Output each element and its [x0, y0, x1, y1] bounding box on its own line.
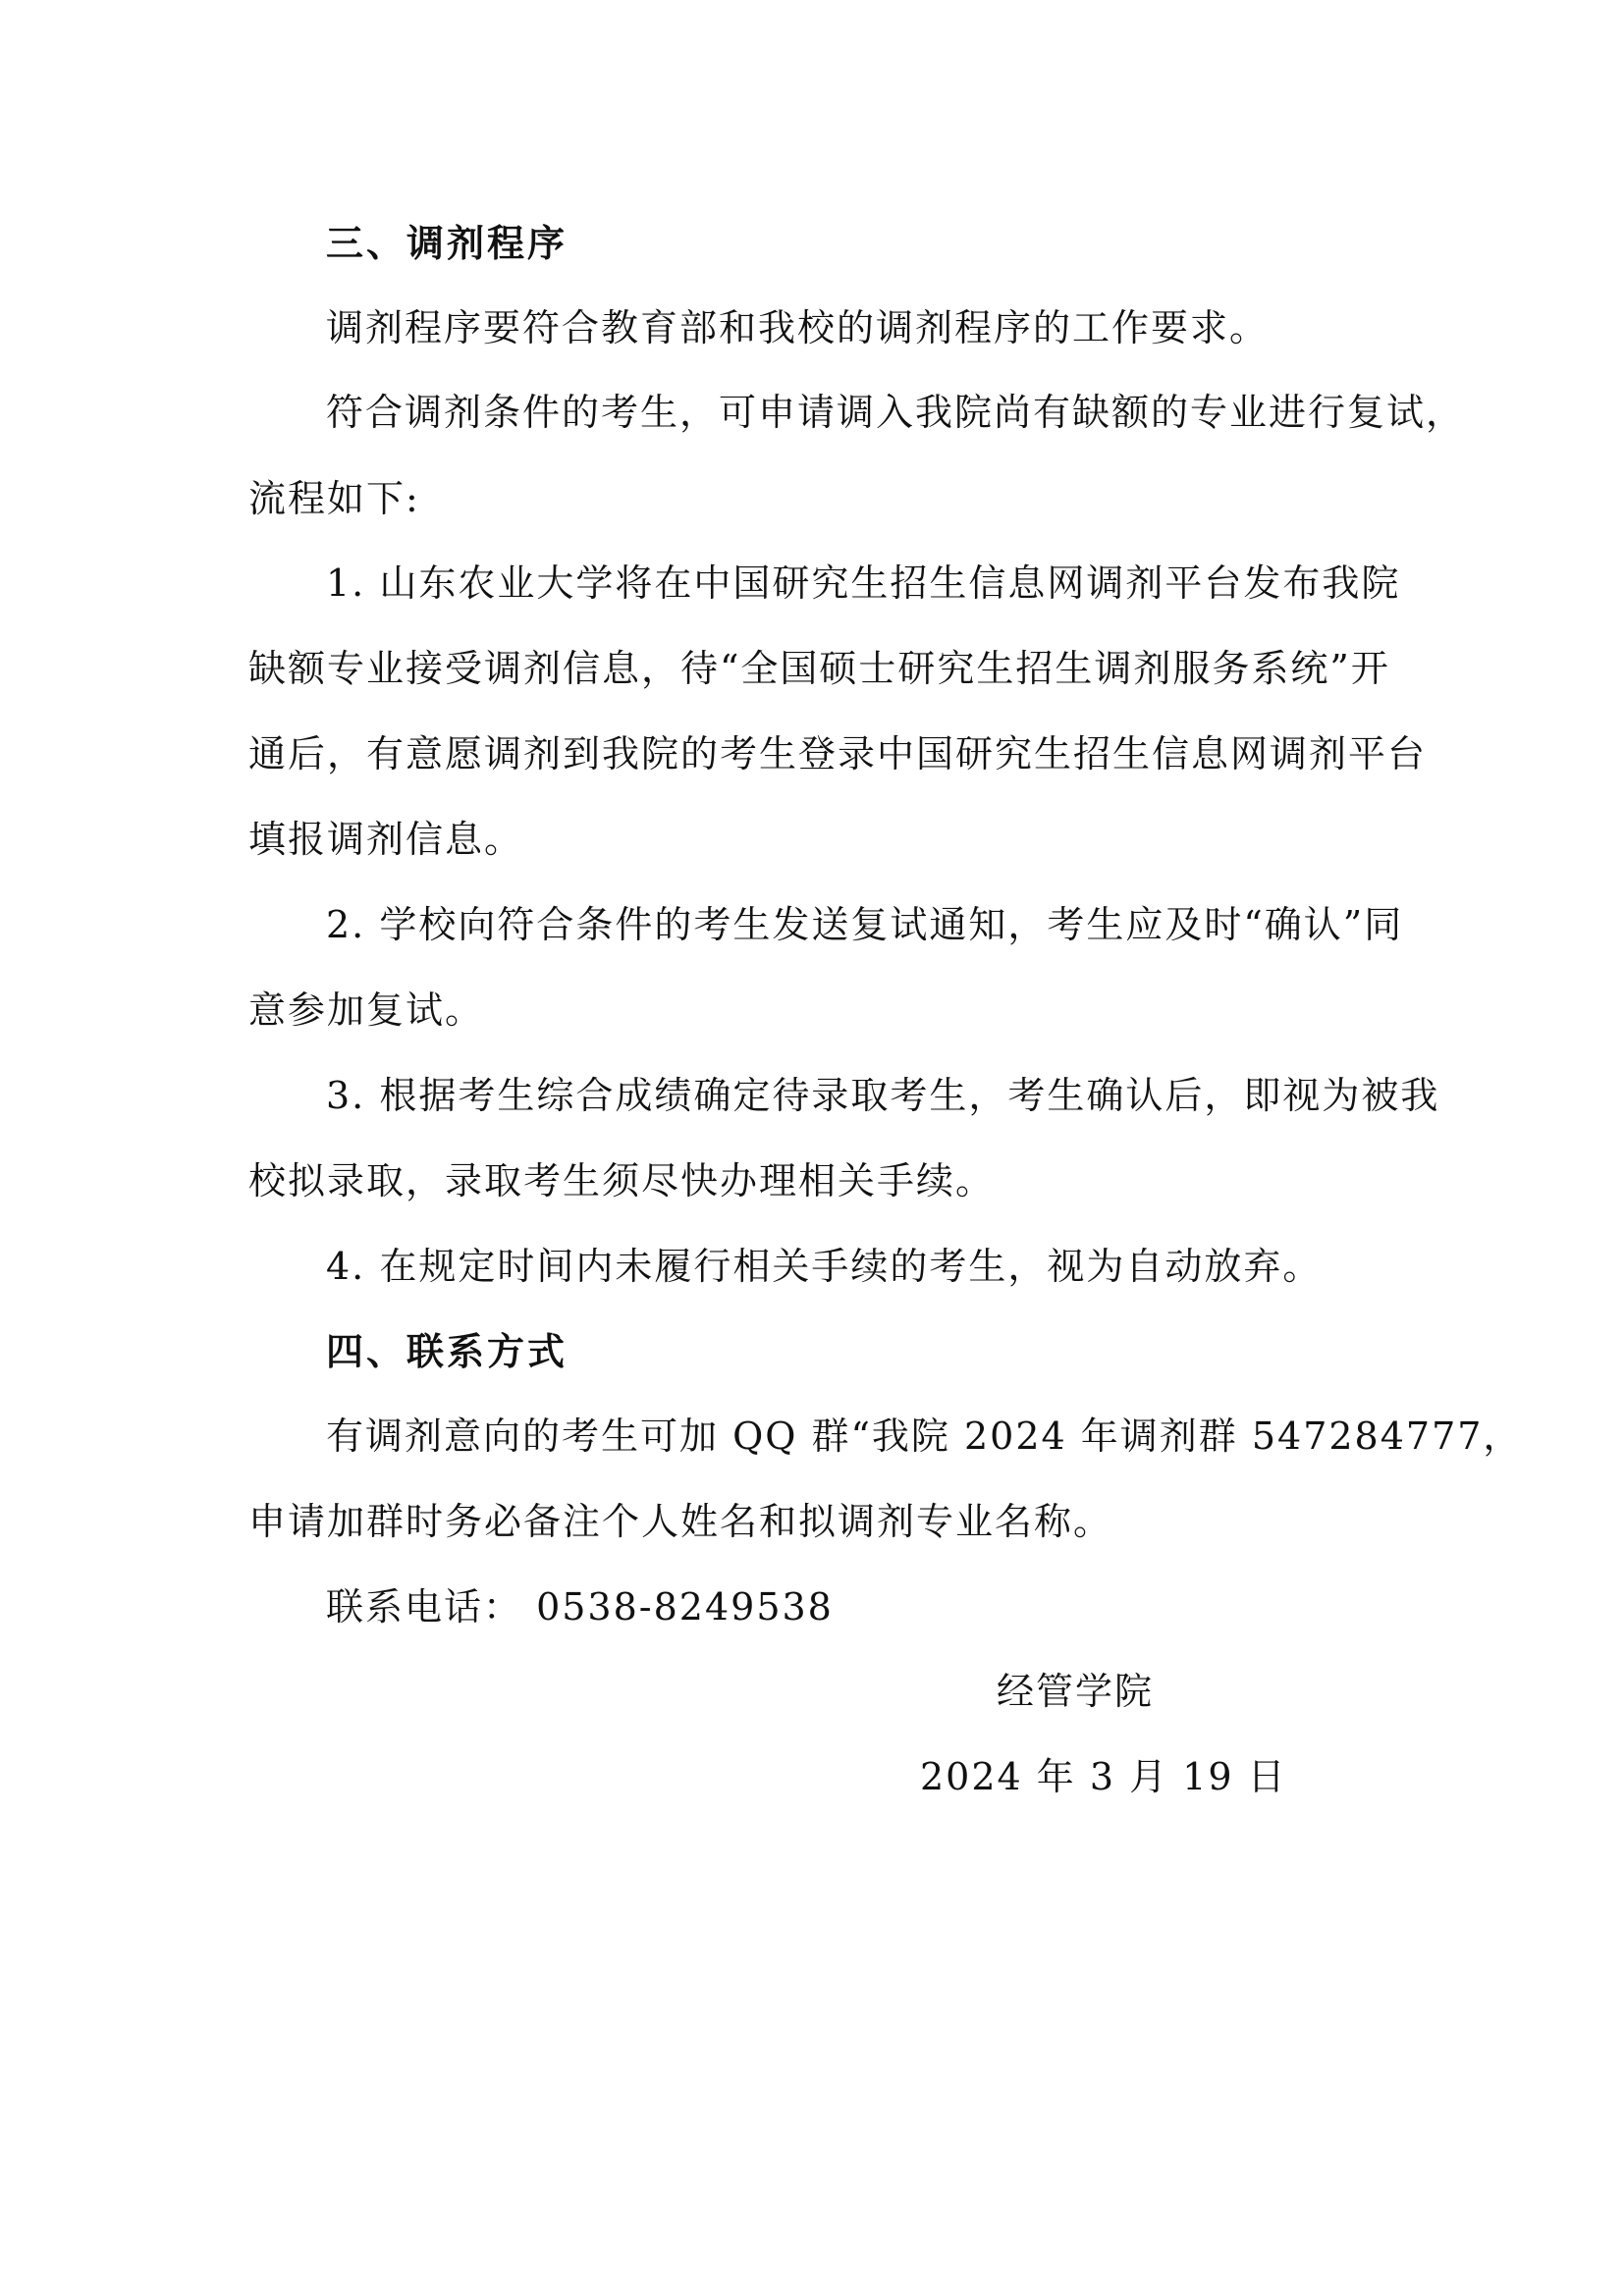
contact-phone: 联系电话： 0538-8249538 — [326, 1585, 834, 1629]
item-2-line-1: 2. 学校向符合条件的考生发送复试通知，考生应及时“确认”同 — [326, 903, 1404, 946]
item-4-line-1: 4. 在规定时间内未履行相关手续的考生，视为自动放弃。 — [326, 1245, 1323, 1288]
section4-paragraph-line-1: 有调剂意向的考生可加 QQ 群“我院 2024 年调剂群 547284777， — [326, 1415, 1523, 1458]
item-3-line-2: 校拟录取，录取考生须尽快办理相关手续。 — [248, 1159, 996, 1202]
section3-paragraph-2-line-1: 符合调剂条件的考生，可申请调入我院尚有缺额的专业进行复试， — [326, 391, 1466, 434]
item-1-line-2: 缺额专业接受调剂信息，待“全国硕士研究生招生调剂服务系统”开 — [248, 647, 1390, 690]
item-1-line-4: 填报调剂信息。 — [248, 818, 524, 861]
item-1-line-1: 1. 山东农业大学将在中国研究生招生信息网调剂平台发布我院 — [326, 561, 1401, 605]
section3-heading: 三、调剂程序 — [326, 222, 568, 265]
signature-date: 2024 年 3 月 19 日 — [920, 1755, 1287, 1798]
item-3-line-1: 3. 根据考生综合成绩确定待录取考生，考生确认后，即视为被我 — [326, 1074, 1440, 1117]
section4-heading: 四、联系方式 — [326, 1330, 568, 1373]
section4-paragraph-line-2: 申请加群时务必备注个人姓名和拟调剂专业名称。 — [248, 1500, 1113, 1543]
section3-paragraph-2-line-2: 流程如下: — [248, 477, 420, 520]
item-2-line-2: 意参加复试。 — [248, 988, 485, 1032]
signature-org: 经管学院 — [997, 1670, 1155, 1713]
section3-paragraph-1: 调剂程序要符合教育部和我校的调剂程序的工作要求。 — [326, 306, 1270, 349]
item-1-line-3: 通后，有意愿调剂到我院的考生登录中国研究生招生信息网调剂平台 — [248, 732, 1428, 775]
